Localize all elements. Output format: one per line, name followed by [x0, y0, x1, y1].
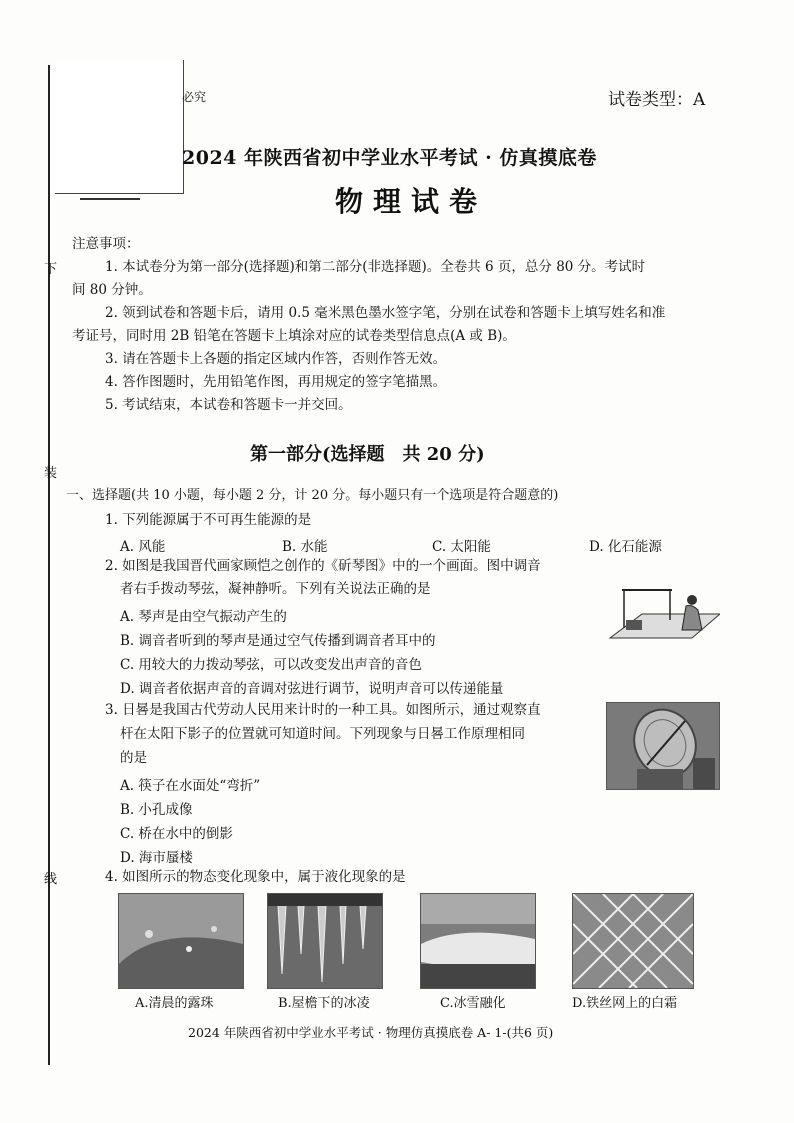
q3-option-d: D. 海市蜃楼 [120, 850, 193, 866]
q1-option-c: C. 太阳能 [432, 539, 491, 555]
q2-option-a: A. 琴声是由空气振动产生的 [120, 609, 287, 625]
notice-line: 间 80 分钟。 [72, 282, 152, 298]
q3-option-c: C. 桥在水中的倒影 [120, 826, 233, 842]
margin-mark-xia: 下 [44, 262, 58, 277]
question-3-stem-cont: 杆在太阳下影子的位置就可知道时间。下列现象与日晷工作原理相同 [120, 726, 525, 742]
dew-photo [118, 893, 244, 989]
q4-caption-c: C.冰雪融化 [440, 996, 506, 1011]
subject-title: 物理试卷 [335, 185, 488, 218]
question-2-stem-cont: 者右手拨动琴弦，凝神静听。下列有关说法正确的是 [120, 581, 431, 597]
notice-line: 考证号，同时用 2B 铅笔在答题卡上填涂对应的试卷类型信息点(A 或 B)。 [72, 328, 516, 344]
notice-heading: 注意事项： [72, 236, 140, 252]
sundial-photo [606, 702, 720, 790]
q1-option-a: A. 风能 [120, 539, 166, 555]
q4-caption-d: D.铁丝网上的白霜 [572, 996, 678, 1011]
q2-option-c: C. 用较大的力拨动琴弦，可以改变发出声音的音色 [120, 657, 422, 673]
q1-option-b: B. 水能 [282, 539, 328, 555]
q2-option-b: B. 调音者听到的琴声是通过空气传播到调音者耳中的 [120, 633, 436, 649]
icicle-photo [267, 893, 383, 989]
binding-line [48, 65, 50, 1065]
q3-option-a: A. 筷子在水面处“弯折” [120, 778, 261, 794]
question-1-stem: 1. 下列能源属于不可再生能源的是 [105, 512, 312, 528]
notice-line: 1. 本试卷分为第一部分(选择题)和第二部分(非选择题)。全卷共 6 页，总分 80 分。考试时 [105, 259, 646, 275]
qin-player-illustration [602, 580, 720, 650]
question-2-stem: 2. 如图是我国晋代画家顾恺之创作的《斫琴图》中的一个画面。图中调音 [105, 558, 541, 574]
q3-option-b: B. 小孔成像 [120, 802, 193, 818]
question-4-stem: 4. 如图所示的物态变化现象中，属于液化现象的是 [105, 869, 406, 885]
margin-mark-zhuang: 装 [44, 466, 58, 481]
q4-caption-a: A.清晨的露珠 [135, 996, 214, 1011]
q4-caption-b: B.屋檐下的冰凌 [278, 996, 370, 1011]
snow-melt-photo [420, 893, 536, 989]
frost-fence-photo [572, 893, 694, 989]
page-footer: 2024 年陕西省初中学业水平考试 · 物理仿真摸底卷 A- 1-(共6 页) [188, 1025, 554, 1040]
exam-title: 2024 年陕西省初中学业水平考试 · 仿真摸底卷 [182, 147, 597, 169]
paper-type-label: 试卷类型：A [608, 90, 706, 110]
corner-text: 必究 [182, 90, 207, 104]
notice-line: 4. 答作图题时，先用铅笔作图，再用规定的签字笔描黑。 [105, 374, 447, 390]
scan-mark [80, 198, 140, 200]
folded-corner [55, 60, 184, 194]
section-intro: 一、选择题(共 10 小题，每小题 2 分，计 20 分。每小题只有一个选项是符合题意的) [66, 488, 559, 503]
notice-line: 5. 考试结束，本试卷和答题卡一并交回。 [105, 397, 352, 413]
q2-option-d: D. 调音者依据声音的音调对弦进行调节，说明声音可以传递能量 [120, 681, 504, 697]
notice-line: 3. 请在答题卡上各题的指定区域内作答，否则作答无效。 [105, 351, 447, 367]
margin-mark-xian: 线 [44, 872, 58, 887]
question-3-stem: 3. 日晷是我国古代劳动人民用来计时的一种工具。如图所示，通过观察直 [105, 702, 541, 718]
part1-title: 第一部分(选择题 共 20 分) [250, 444, 485, 465]
question-3-stem-cont: 的是 [120, 750, 147, 766]
notice-line: 2. 领到试卷和答题卡后，请用 0.5 毫米黑色墨水签字笔，分别在试卷和答题卡上填写姓名和准 [105, 305, 666, 321]
q1-option-d: D. 化石能源 [589, 539, 662, 555]
